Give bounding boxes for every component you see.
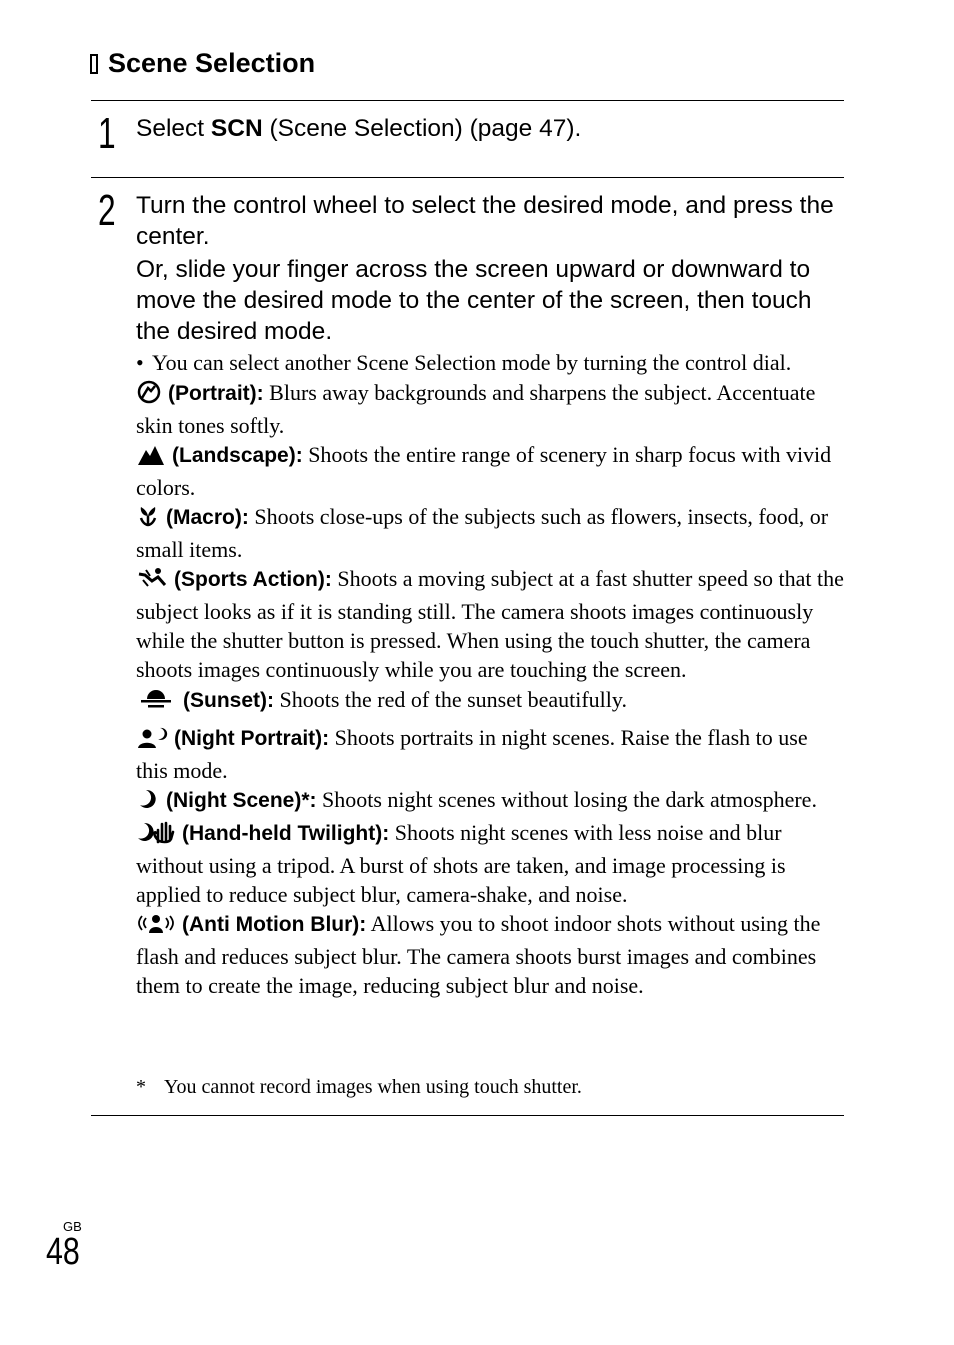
step-1-text-before: Select xyxy=(136,115,211,142)
section-title xyxy=(90,48,315,79)
mode-label: (Landscape): xyxy=(172,444,303,467)
mode-label: (Hand-held Twilight): xyxy=(182,822,390,845)
macro-icon xyxy=(136,504,160,535)
mode-label: (Anti Motion Blur): xyxy=(182,913,367,936)
mode-hand-held-twilight xyxy=(136,818,844,909)
section-marker-icon xyxy=(90,54,98,74)
note-item xyxy=(136,348,844,377)
scn-label: SCN xyxy=(210,115,263,142)
bullet-icon: • xyxy=(136,350,144,375)
sports-action-icon xyxy=(136,566,168,597)
step-number-2: 2 xyxy=(98,186,116,235)
mode-description: Shoots night scenes with less noise and blur without using a tripod. A burst of shots are taken, and image processing is applied to reduce subject blur, camera-shake, and noise. xyxy=(136,820,786,907)
divider xyxy=(91,177,844,178)
language-code: GB xyxy=(63,1219,82,1234)
note-text: You can select another Scene Selection mode by turning the control dial. xyxy=(152,350,792,375)
mode-description: Shoots a moving subject at a fast shutter speed so that the subject looks as if it is standing still. The camera shoots images continuously while the shutter button is pressed. When using the touch shutter, the camera shoots images continuously while you are touching the screen. xyxy=(136,566,844,682)
step-2-paragraph-1: Turn the control wheel to select the desired mode, and press the center. xyxy=(136,192,834,250)
mode-label: (Sunset): xyxy=(183,689,274,712)
mode-label: (Portrait): xyxy=(168,382,264,405)
mode-landscape xyxy=(136,440,844,502)
mode-label: (Night Portrait): xyxy=(174,727,330,750)
mode-description: Blurs away backgrounds and sharpens the subject. Accentuate skin tones softly. xyxy=(136,380,816,438)
mode-description: Shoots the red of the sunset beautifully. xyxy=(279,687,627,712)
section-title-text: Scene Selection xyxy=(108,48,316,78)
night-portrait-icon xyxy=(136,725,168,756)
divider xyxy=(91,1115,844,1116)
mode-descriptions xyxy=(136,348,844,1000)
mode-night-portrait xyxy=(136,723,844,785)
footnote-text: You cannot record images when using touch shutter. xyxy=(164,1076,582,1098)
landscape-icon xyxy=(136,444,166,473)
step-1-text-after: (Scene Selection) (page 47). xyxy=(262,115,582,142)
divider xyxy=(91,100,844,101)
mode-sunset xyxy=(136,685,844,718)
anti-motion-blur-icon xyxy=(136,911,176,942)
portrait-icon xyxy=(136,380,162,411)
hand-held-twilight-icon xyxy=(136,820,176,851)
step-number-1: 1 xyxy=(98,109,116,158)
step-2-paragraph-2: Or, slide your finger across the screen upward or downward to move the desired mode to the center of the screen, then touch the desired mode. xyxy=(136,256,812,345)
mode-description: Shoots night scenes without losing the dark atmosphere. xyxy=(322,787,817,812)
mode-description: Shoots close-ups of the subjects such as flowers, insects, food, or small items. xyxy=(136,504,829,562)
step-2-text xyxy=(136,190,836,347)
night-scene-icon xyxy=(136,787,160,818)
footnote xyxy=(136,1073,582,1101)
mode-description: Allows you to shoot indoor shots without using the flash and reduces subject blur. The camera shoots burst images and combines them to create the image, reducing subject blur and noise. xyxy=(136,911,821,998)
mode-label: (Night Scene)*: xyxy=(166,789,317,812)
footnote-marker: * xyxy=(136,1076,146,1098)
mode-label: (Macro): xyxy=(166,506,249,529)
mode-sports-action xyxy=(136,564,844,684)
mode-night-scene xyxy=(136,785,844,818)
page-number: 48 xyxy=(46,1231,80,1273)
mode-macro xyxy=(136,502,844,564)
mode-label: (Sports Action): xyxy=(174,568,332,591)
step-1-text xyxy=(136,113,836,144)
mode-portrait xyxy=(136,378,844,440)
mode-anti-motion-blur xyxy=(136,909,844,1000)
mode-description: Shoots the entire range of scenery in sharp focus with vivid colors. xyxy=(136,442,832,500)
sunset-icon xyxy=(139,687,173,718)
mode-description: Shoots portraits in night scenes. Raise the flash to use this mode. xyxy=(136,725,808,783)
